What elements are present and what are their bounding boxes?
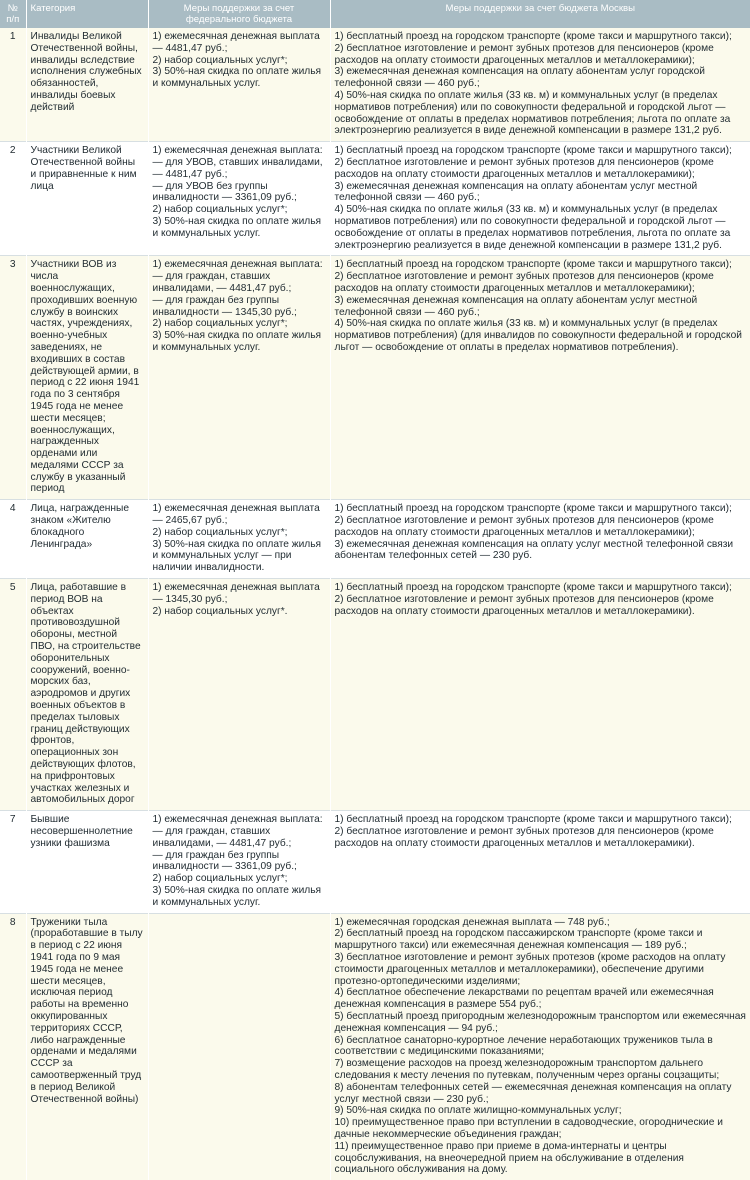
row-federal-measures [148,500,330,579]
header-moscow: Меры поддержки за счет бюджета Москвы [330,0,750,28]
header-num: № п/п [0,0,26,28]
moscow-measure-item: 1) бесплатный проезд на городском транспорте (кроме такси и маршрутного такси); [334,259,732,271]
federal-measure-item: 3) 50%-ная скидка по оплате жилья и коммунальных услуг — при наличии инвалидности. [152,538,322,574]
row-number: 1 [0,28,26,142]
federal-measure-item: 1) ежемесячная денежная выплата — 4481,47 руб.; [152,31,320,54]
row-number: 2 [0,142,26,256]
federal-measure-item: 3) 50%-ная скидка по оплате жилья и коммунальных услуг. [152,330,322,353]
federal-measure-item: — для граждан без группы инвалидности — 1345,30 руб.; [152,294,297,318]
row-moscow-measures [330,256,750,500]
table-row [0,256,750,500]
moscow-measure-item: 3) ежемесячная денежная компенсация на оплату услуг местной телефонной связи абонентам телефонных сетей — 230 руб. [334,538,734,562]
moscow-measure-item: 7) возмещение расходов на проезд железнодорожным транспортом дальнего следования к месту лечения по путевкам, полученным через органы соцзащиты; [334,1058,720,1081]
moscow-measure-item: 1) бесплатный проезд на городском транспорте (кроме такси и маршрутного такси); [334,31,732,42]
moscow-measure-item: 1) бесплатный проезд на городском транспорте (кроме такси и маршрутного такси); [334,145,732,157]
table-row [0,913,750,1180]
federal-measure-item: 2) набор социальных услуг*; [152,318,288,330]
federal-measure-item: 1) ежемесячная денежная выплата: [152,145,323,157]
moscow-measure-item: 1) бесплатный проезд на городском транспорте (кроме такси и маршрутного такси); [334,814,732,826]
moscow-measure-item: 8) абонентам телефонных сетей — ежемесячная денежная компенсация на оплату услуг местной связи — 230 руб.; [334,1081,732,1105]
row-moscow-measures [330,913,750,1180]
moscow-measure-item: 4) 50%-ная скидка по оплате жилья (33 кв. м) и коммунальных услуг (в пределах нормативов потребления) или по совокупности федеральной и городской льгот — освобождение от оплаты в пределах нормативов потребления, льгота по оплате за электроэнергию реализуется в виде денежной компенсации в размере 131,2 руб. [334,204,731,251]
row-number: 8 [0,913,26,1180]
moscow-measure-item: 2) бесплатный проезд на городском пассажирском транспорте (кроме такси и маршрутного такси) или ежемесячная денежная компенсация — 189 руб.; [334,928,703,952]
federal-measure-item: 3) 50%-ная скидка по оплате жилья и коммунальных услуг. [152,66,322,90]
table-row [0,28,750,142]
moscow-measure-item: 3) бесплатное изготовление и ремонт зубных протезов (кроме расходов на оплату стоимости драгоценных металлов и металлокерамики), обеспечение другими протезно-ортопедическими изделиями; [334,951,726,987]
row-moscow-measures [330,811,750,913]
federal-measure-item: — для граждан без группы инвалидности — 3361,09 руб.; [152,849,297,873]
federal-measure-item: 2) набор социальных услуг*; [152,526,288,538]
row-category: Участники ВОВ из числа военнослужащих, проходивших военную службу в воинских частях, учреждениях, военно-учебных заведениях, не входивших в состав действующей армии, в период с 22 июня 1941 года по 3 сентября 1945 года не менее шести месяцев; военнослужащих, награжденных орденами или медалями СССР за службу в указанный период [26,256,148,500]
row-moscow-measures [330,28,750,142]
moscow-measure-item: 3) ежемесячная денежная компенсация на оплату абонентам услуг городской телефонной связи — 460 руб.; [334,66,705,90]
federal-measure-item: 1) ежемесячная денежная выплата — 2465,67 руб.; [152,503,320,527]
row-federal-measures [148,28,330,142]
header-category: Категория [26,0,148,28]
table-row [0,142,750,256]
moscow-measure-item: 4) 50%-ная скидка по оплате жилья (33 кв. м) и коммунальных услуг (в пределах нормативов потребления) или по совокупности федеральной и городской льгот — освобождение от оплаты в пределах нормативов потребления; льгота по оплате за электроэнергию реализуется в виде денежной компенсации в размере 131,2 руб. [334,89,731,137]
moscow-measure-item: 3) ежемесячная денежная компенсация на оплату абонентам услуг местной телефонной связи — 460 руб.; [334,180,698,204]
row-number: 4 [0,500,26,579]
row-moscow-measures [330,142,750,256]
federal-measure-item: — для граждан, ставших инвалидами, — 4481,47 руб.; [152,826,292,849]
row-number: 3 [0,256,26,500]
moscow-measure-item: 2) бесплатное изготовление и ремонт зубных протезов для пенсионеров (кроме расходов на оплату стоимости драгоценных металлов и металлокерамики); [334,515,714,538]
moscow-measure-item: 10) преимущественное право при вступлении в садоводческие, огороднические и дачные некоммерческие объединения граждан; [334,1117,723,1140]
federal-measure-item: — для УВОВ, ставших инвалидами, — 4481,47 руб.; [152,156,323,180]
moscow-measure-item: 5) бесплатный проезд пригородным железнодорожным транспортом или ежемесячная денежная компенсация — 94 руб.; [334,1010,746,1034]
table-header-row [0,0,750,28]
federal-measure-item: — для УВОВ без группы инвалидности — 3361,09 руб.; [152,180,297,204]
federal-measure-item: 3) 50%-ная скидка по оплате жилья и коммунальных услуг. [152,884,322,908]
moscow-measure-item: 1) бесплатный проезд на городском транспорте (кроме такси и маршрутного такси); [334,503,732,515]
federal-measure-item: 2) набор социальных услуг*. [152,605,288,617]
row-category: Участники Великой Отечественной войны и приравненные к ним лица [26,142,148,256]
federal-measure-item: 2) набор социальных услуг*; [152,204,288,216]
row-moscow-measures [330,500,750,579]
table-body [0,28,750,1180]
federal-measure-item: 1) ежемесячная денежная выплата: [152,814,323,826]
moscow-measure-item: 1) ежемесячная городская денежная выплата — 748 руб.; [334,916,610,928]
federal-measure-item: 2) набор социальных услуг*; [152,873,288,885]
row-moscow-measures [330,579,750,811]
header-federal: Меры поддержки за счет федерального бюджета [148,0,330,28]
row-category: Труженики тыла (проработавшие в тылу в период с 22 июня 1941 года по 9 мая 1945 года не менее шести месяцев, исключая период работы на временно оккупированных территориях СССР, либо награжденные орденами и медалями СССР за самоотверженный труд в период Великой Отечественной войны) [26,913,148,1180]
federal-measure-item: 1) ежемесячная денежная выплата: [152,259,323,271]
moscow-measure-item: 4) 50%-ная скидка по оплате жилья (33 кв. м) и коммунальных услуг (в пределах нормативов потребления) (для инвалидов по совокупности федеральной и городской льгот — освобождение от оплаты в пределах нормативов потребления). [334,318,742,353]
moscow-measure-item: 2) бесплатное изготовление и ремонт зубных протезов для пенсионеров (кроме расходов на оплату стоимости драгоценных металлов и металлокерамики); [334,156,714,180]
row-category: Лица, работавшие в период ВОВ на объектах противовоздушной обороны, местной ПВО, на строительстве оборонительных сооружений, военно-морских баз, аэродромов и других военных объектов в пределах тыловых границ действующих фронтов, операционных зон действующих флотов, на прифронтовых участках железных и автомобильных дорог [26,579,148,811]
row-federal-measures [148,256,330,500]
table-row [0,811,750,913]
moscow-measure-item: 2) бесплатное изготовление и ремонт зубных протезов для пенсионеров (кроме расходов на оплату стоимости драгоценных металлов и металлокерамики); [334,42,714,66]
moscow-measure-item: 9) 50%-ная скидка по оплате жилищно-коммунальных услуг; [334,1105,622,1117]
row-federal-measures [148,579,330,811]
row-number: 5 [0,579,26,811]
moscow-measure-item: 2) бесплатное изготовление и ремонт зубных протезов для пенсионеров (кроме расходов на оплату стоимости драгоценных металлов и металлокерамики); [334,271,714,294]
table-row [0,579,750,811]
moscow-measure-item: 2) бесплатное изготовление и ремонт зубных протезов для пенсионеров (кроме расходов на оплату стоимости драгоценных металлов и металлокерамики). [334,593,714,617]
row-number: 7 [0,811,26,913]
row-federal-measures [148,142,330,256]
federal-measure-item: 1) ежемесячная денежная выплата — 1345,30 руб.; [152,582,320,605]
moscow-measure-item: 3) ежемесячная денежная компенсация на оплату абонентам услуг местной телефонной связи — 460 руб.; [334,294,698,318]
moscow-measure-item: 11) преимущественное право при приеме в дома-интернаты и центры соцобслуживания, на внеочередной прием на обслуживание в отделения социального обслуживания на дому. [334,1140,684,1176]
row-category: Бывшие несовершеннолетние узники фашизма [26,811,148,913]
moscow-measure-item: 4) бесплатное обеспечение лекарствами по рецептам врачей или ежемесячная денежная компенсация в размере 554 руб.; [334,987,714,1011]
federal-measure-item: — для граждан, ставших инвалидами, — 4481,47 руб.; [152,271,292,294]
federal-measure-item: 2) набор социальных услуг*; [152,54,288,66]
moscow-measure-item: 1) бесплатный проезд на городском транспорте (кроме такси и маршрутного такси); [334,582,732,594]
row-federal-measures [148,811,330,913]
moscow-measure-item: 2) бесплатное изготовление и ремонт зубных протезов для пенсионеров (кроме расходов на оплату стоимости драгоценных металлов и металлокерамики). [334,826,714,849]
row-category: Инвалиды Великой Отечественной войны, инвалиды вследствие исполнения служебных обязанностей, инвалиды боевых действий [26,28,148,142]
row-category: Лица, награжденные знаком «Жителю блокадного Ленинграда» [26,500,148,579]
row-federal-measures [148,913,330,1180]
moscow-measure-item: 6) бесплатное санаторно-курортное лечение неработающих тружеников тыла в соответствии с медицинскими показаниями; [334,1034,713,1058]
federal-measure-item: 3) 50%-ная скидка по оплате жилья и коммунальных услуг. [152,215,322,239]
table-row [0,500,750,579]
